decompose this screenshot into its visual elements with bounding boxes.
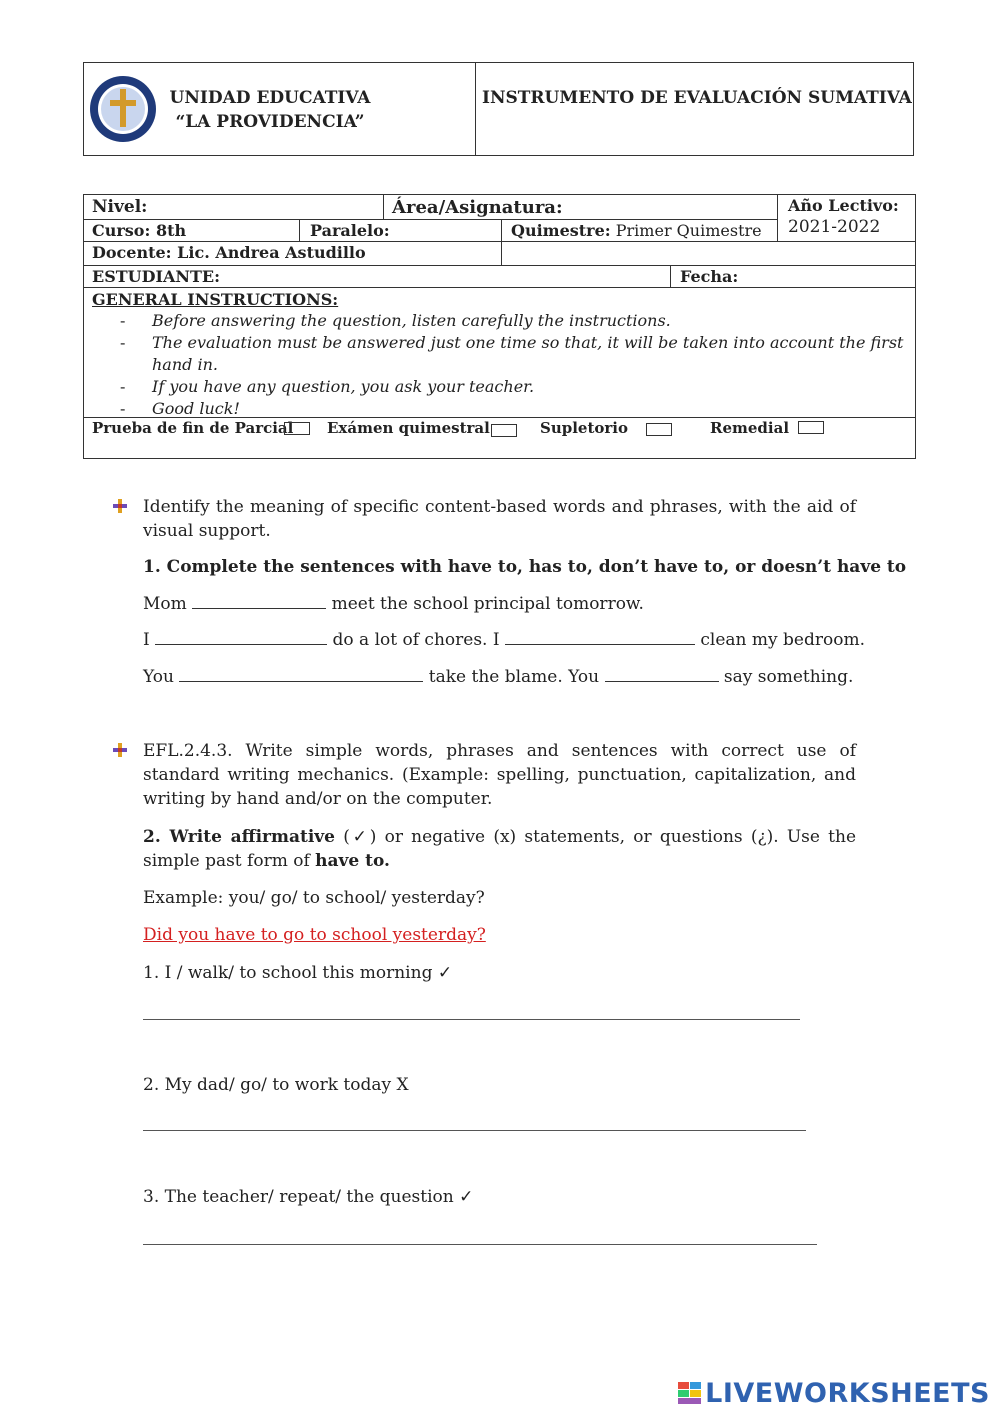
section1-title: 1. Complete the sentences with have to, has to, don’t have to, or doesn’t have to <box>143 557 907 577</box>
section1-objective: Identify the meaning of specific content-based words and phrases, with the aid of visual support. <box>143 497 856 541</box>
anio-label: Año Lectivo: <box>788 196 899 215</box>
answer-line[interactable] <box>143 1244 817 1245</box>
exam-type-checkbox[interactable] <box>798 421 824 434</box>
liveworksheets-wordmark: LIVEWORKSHEETS <box>705 1377 990 1409</box>
exam-type-checkbox[interactable] <box>646 423 672 436</box>
question-1: 1. I / walk/ to school this morning ✓ <box>143 963 453 983</box>
exam-type-label: Remedial <box>710 419 790 437</box>
sentence-3 <box>143 665 853 689</box>
docente-label: Docente: Lic. Andrea Astudillo <box>92 243 366 262</box>
curso-label: Curso: 8th <box>92 221 187 240</box>
school-name-line2: “LA PROVIDENCIA” <box>175 112 365 132</box>
exam-type-label: Supletorio <box>540 419 629 437</box>
header-divider <box>475 62 476 156</box>
sentence-2-end: clean my bedroom. <box>700 630 865 650</box>
quimestre-value: Primer Quimestre <box>615 221 762 240</box>
answer-line[interactable] <box>143 1130 806 1131</box>
question-2: 2. My dad/ go/ to work today X <box>143 1075 409 1095</box>
bullet-icon <box>112 498 128 514</box>
sentence-3-start: You <box>143 667 174 687</box>
section2-title-check: (✓) <box>343 827 377 847</box>
nivel-label: Nivel: <box>92 197 148 217</box>
instructions-list <box>120 310 910 420</box>
instructions-title: GENERAL INSTRUCTIONS: <box>92 290 339 309</box>
school-name-line1: UNIDAD EDUCATIVA <box>169 88 371 108</box>
row-line <box>83 219 777 220</box>
school-logo <box>88 74 158 144</box>
fecha-label: Fecha: <box>680 267 739 286</box>
section2-objective: EFL.2.4.3. Write simple words, phrases and sentences with correct use of standard writing mechanics. (Example: spelling, punctuation, capitalization, and writing by hand and/or on the computer. <box>143 741 856 809</box>
blank-field[interactable] <box>192 594 326 609</box>
instruction-item: - Good luck! <box>120 398 910 420</box>
blank-field[interactable] <box>505 630 695 645</box>
sentence-1-end: meet the school principal tomorrow. <box>331 594 644 614</box>
col-line <box>383 194 384 219</box>
section2-title-mid: or negative (x) statements, or questions (¿). Use the simple past form of <box>143 827 857 871</box>
answer-line[interactable] <box>143 1019 800 1020</box>
school-name <box>150 86 390 134</box>
col-line <box>670 265 671 287</box>
sentence-1-start: Mom <box>143 594 187 614</box>
sentence-2 <box>143 628 865 652</box>
bullet-icon <box>112 742 128 758</box>
blank-field[interactable] <box>155 630 327 645</box>
exam-type-label: Exámen quimestral <box>327 419 490 437</box>
sentence-2-start: I <box>143 630 150 650</box>
exam-type-label: Prueba de fin de Parcial <box>92 419 294 437</box>
instruction-item: - If you have any question, you ask your teacher. <box>120 376 910 398</box>
row-line <box>83 287 916 288</box>
sentence-3-end: say something. <box>723 667 854 687</box>
exam-type-checkbox[interactable] <box>491 424 517 437</box>
example-prompt: Example: you/ go/ to school/ yesterday? <box>143 888 485 908</box>
liveworksheets-icon <box>677 1380 703 1406</box>
quimestre-label: Quimestre: <box>511 221 611 240</box>
instruction-item: - The evaluation must be answered just one time so that, it will be taken into account the first hand in. <box>120 332 910 376</box>
sentence-3-mid: take the blame. You <box>428 667 600 687</box>
blank-field[interactable] <box>179 667 423 682</box>
paralelo-label: Paralelo: <box>310 221 390 240</box>
row-line <box>83 241 916 242</box>
example-answer: Did you have to go to school yesterday? <box>143 925 486 945</box>
exam-type-row <box>92 419 912 441</box>
instrument-title: INSTRUMENTO DE EVALUACIÓN SUMATIVA <box>482 88 912 108</box>
liveworksheets-logo <box>677 1378 990 1408</box>
quimestre-cell <box>511 221 762 240</box>
section2-title <box>143 825 856 873</box>
col-line <box>777 194 778 241</box>
row-line <box>83 265 916 266</box>
section2-title-bold: 2. Write affirmative <box>143 827 336 847</box>
blank-field[interactable] <box>605 667 719 682</box>
col-line <box>299 219 300 241</box>
col-line <box>501 219 502 265</box>
sentence-2-mid: do a lot of chores. I <box>332 630 500 650</box>
question-3: 3. The teacher/ repeat/ the question ✓ <box>143 1187 474 1207</box>
section2-title-bold-end: have to. <box>315 851 390 871</box>
anio-value: 2021-2022 <box>788 217 881 237</box>
area-label: Área/Asignatura: <box>392 197 563 218</box>
sentence-1 <box>143 592 644 616</box>
estudiante-label: ESTUDIANTE: <box>92 267 221 286</box>
exam-type-checkbox[interactable] <box>284 422 310 435</box>
instruction-item: - Before answering the question, listen carefully the instructions. <box>120 310 910 332</box>
